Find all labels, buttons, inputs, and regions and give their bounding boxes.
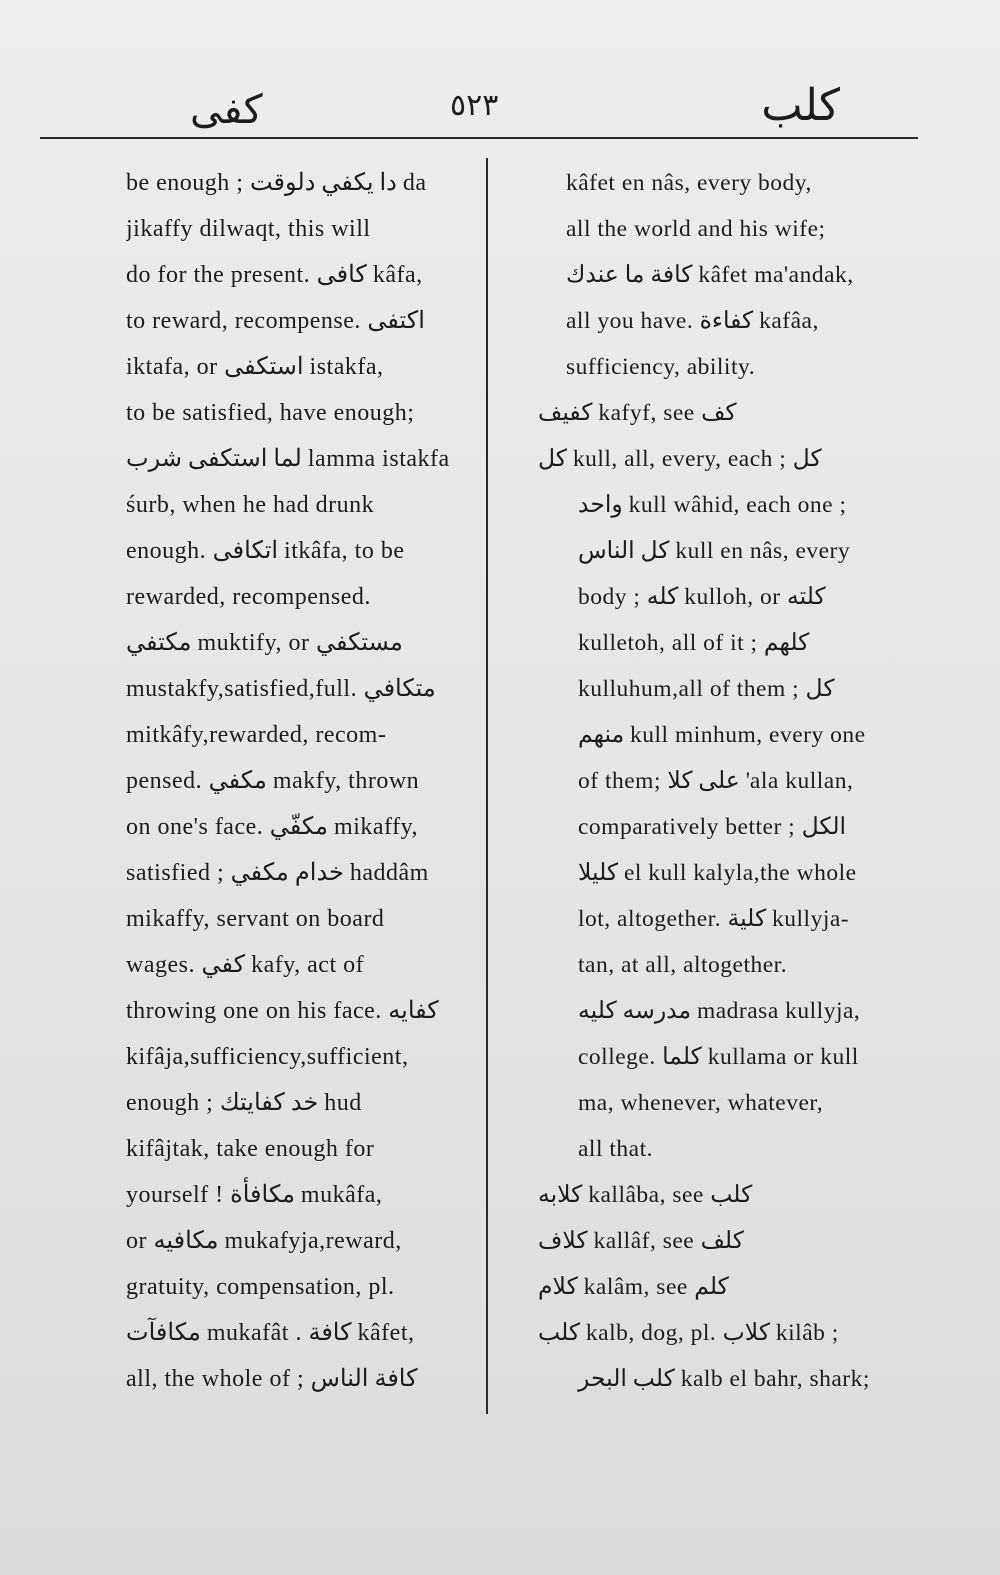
dictionary-entry-head: كلب kalb, dog, pl. كلاب kilâb ;: [538, 1320, 839, 1346]
text-line: kifâja,sufficiency,sufficient,: [126, 1044, 409, 1070]
left-column: [126, 160, 478, 1402]
text-line: منهم kull minhum, every one: [578, 722, 866, 748]
text-line: on one's face. مكفّي mikaffy,: [126, 814, 419, 840]
text-line: كافة ما عندك kâfet ma'andak,: [566, 262, 854, 288]
text-line: throwing one on his face. كفايه: [126, 998, 439, 1024]
text-line: واحد kull wâhid, each one ;: [578, 492, 847, 518]
text-line: gratuity, compensation, pl.: [126, 1274, 395, 1300]
text-line: yourself ! مكافأة mukâfa,: [126, 1182, 383, 1208]
dictionary-entry-head: كلام kalâm, see كلم: [538, 1274, 729, 1300]
text-line: كل الناس kull en nâs, every: [578, 538, 851, 564]
text-line: wages. كفي kafy, act of: [126, 952, 365, 978]
text-line: body ; كله kulloh, or كلته: [578, 584, 826, 610]
text-line: all, the whole of ; كافة الناس: [126, 1366, 418, 1392]
text-line: pensed. مكفي makfy, thrown: [126, 768, 420, 794]
text-line: مكتفي muktify, or مستكفي: [126, 630, 403, 656]
text-line: śurb, when he had drunk: [126, 492, 375, 518]
text-line: comparatively better ; الكل: [578, 814, 847, 840]
text-line: enough ; خد كفايتك hud: [126, 1090, 362, 1116]
text-line: مدرسه كليه madrasa kullyja,: [578, 998, 861, 1024]
text-line: sufficiency, ability.: [566, 354, 756, 380]
dictionary-entry-head: كل kull, all, every, each ; كل: [538, 446, 822, 472]
text-line: kifâjtak, take enough for: [126, 1136, 375, 1162]
text-line: jikaffy dilwaqt, this will: [126, 216, 371, 242]
text-line: mitkâfy,rewarded, recom-: [126, 722, 387, 748]
text-line: all you have. كفاءة kafâa,: [566, 308, 819, 334]
text-line: college. كلما kullama or kull: [578, 1044, 859, 1070]
text-line: kulletoh, all of it ; كلهم: [578, 630, 810, 656]
right-column: [538, 160, 950, 1402]
text-line: كلب البحر kalb el bahr, shark;: [578, 1366, 870, 1392]
dictionary-entry-head: كلاف kallâf, see كلف: [538, 1228, 744, 1254]
text-line: to be satisfied, have enough;: [126, 400, 415, 426]
page-number: ٥٢٣: [450, 89, 499, 122]
text-line: or مكافيه mukafyja,reward,: [126, 1228, 402, 1254]
text-line: kulluhum,all of them ; كل: [578, 676, 835, 702]
text-line: كليلا el kull kalyla,the whole: [578, 860, 857, 886]
text-line: all the world and his wife;: [566, 216, 826, 242]
text-line: mustakfy,satisfied,full. متكافي: [126, 676, 436, 702]
dictionary-entry-head: كفيف kafyf, see كف: [538, 400, 737, 426]
text-line: lot, altogether. كلية kullyja-: [578, 906, 850, 932]
text-line: لما استكفى شرب lamma istakfa: [126, 446, 450, 472]
text-line: be enough ; دا يكفي دلوقت da: [126, 170, 427, 196]
header-rule: [40, 137, 918, 139]
text-line: tan, at all, altogether.: [578, 952, 788, 978]
text-line: enough. اتكافى itkâfa, to be: [126, 538, 405, 564]
page-header: [40, 78, 920, 138]
text-line: do for the present. كافى kâfa,: [126, 262, 423, 288]
text-line: mikaffy, servant on board: [126, 906, 385, 932]
header-right-catchword: كلب: [761, 81, 840, 130]
text-line: of them; على كلا 'ala kullan,: [578, 768, 854, 794]
text-line: kâfet en nâs, every body,: [566, 170, 812, 196]
column-divider: [486, 158, 488, 1414]
text-line: all that.: [578, 1136, 653, 1162]
text-line: satisfied ; خدام مكفي haddâm: [126, 860, 429, 886]
header-left-catchword: كفى: [190, 87, 263, 132]
text-line: مكافآت mukafât . كافة kâfet,: [126, 1320, 415, 1346]
text-line: iktafa, or استكفى istakfa,: [126, 354, 384, 380]
text-line: rewarded, recompensed.: [126, 584, 371, 610]
text-line: to reward, recompense. اكتفى: [126, 308, 425, 334]
text-line: ma, whenever, whatever,: [578, 1090, 824, 1116]
dictionary-entry-head: كلابه kallâba, see كلب: [538, 1182, 753, 1208]
